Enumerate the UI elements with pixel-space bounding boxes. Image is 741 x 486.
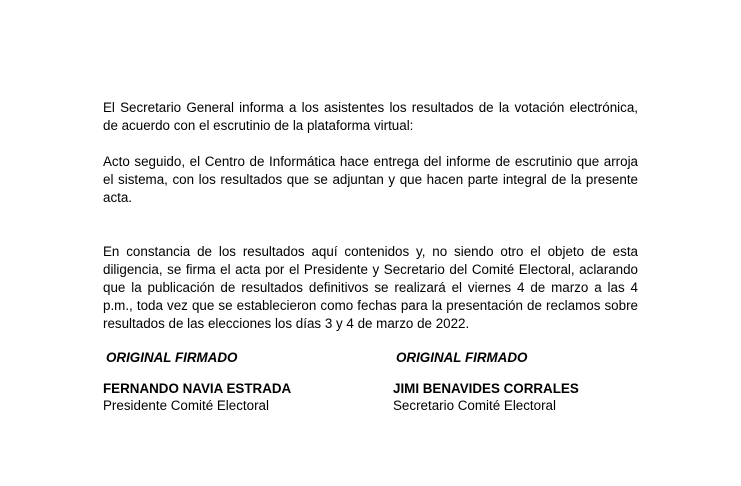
signer-name: FERNANDO NAVIA ESTRADA — [103, 381, 292, 396]
original-signed-label: ORIGINAL FIRMADO — [396, 350, 528, 365]
signer-name: JIMI BENAVIDES CORRALES — [393, 381, 579, 396]
paragraph-voting-results: El Secretario General informa a los asistentes los resultados de la votación electrónica, de acuerdo con el escrutinio de la plataforma virtual: — [103, 100, 638, 133]
signer-role: Secretario Comité Electoral — [393, 398, 556, 413]
paragraph-scrutiny-report: Acto seguido, el Centro de Informática hace entrega del informe de escrutinio que arroja el sistema, con los resultados que se adjuntan y que hacen parte integral de la presente acta. — [103, 154, 638, 205]
signer-role: Presidente Comité Electoral — [103, 398, 269, 413]
original-signed-label: ORIGINAL FIRMADO — [106, 350, 238, 365]
paragraph-closing-statement: En constancia de los resultados aquí contenidos y, no siendo otro el objeto de esta diligencia, se firma el acta por el Presidente y Secretario del Comité Electoral, aclarando que la publicación de resultados definitivos se realizará el viernes 4 de marzo a las 4 p.m., toda vez que se establecieron como fechas para la presentación de reclamos sobre resultados de las elecciones los días 3 y 4 de marzo de 2022. — [103, 244, 638, 331]
